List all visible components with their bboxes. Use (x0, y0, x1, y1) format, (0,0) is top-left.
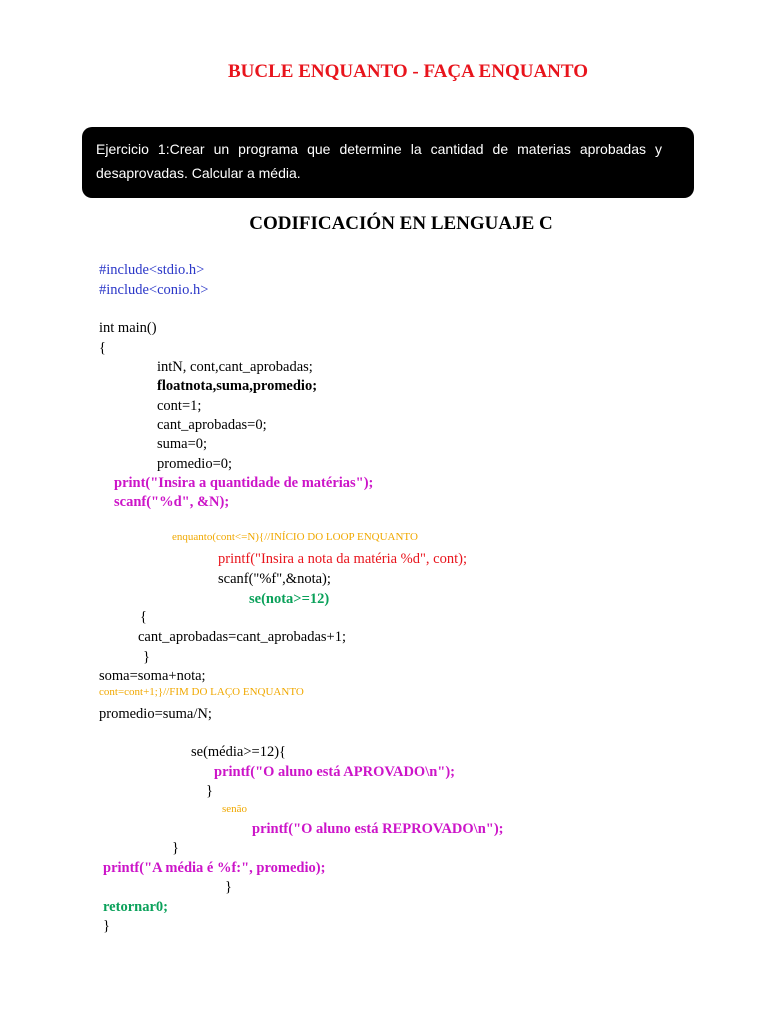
code-line-print-quantidade: print("Insira a quantidade de matérias"); (114, 475, 374, 491)
code-line-scanf-nota: scanf("%f",&nota); (218, 571, 331, 587)
code-line-retornar: retornar0; (103, 899, 168, 915)
document-title: BUCLE ENQUANTO - FAÇA ENQUANTO (228, 61, 588, 82)
code-line-main: int main() (99, 320, 157, 336)
code-line-cant-incr: cant_aprobadas=cant_aprobadas+1; (138, 629, 346, 645)
code-line-brace-open2: { (140, 609, 147, 625)
code-line-brace-close3: } (206, 783, 213, 799)
code-line-printf-aprovado: printf("O aluno está APROVADO\n"); (214, 764, 455, 780)
code-line-else: senão (222, 803, 248, 815)
code-line-include-conio: #include<conio.h> (99, 282, 209, 298)
code-line-if-nota: se(nota>=12) (249, 591, 330, 607)
code-line-loop-start: enquanto(cont<=N){//INÍCIO DO LOOP ENQUANTO (172, 531, 418, 543)
code-line-brace-close5: } (225, 879, 232, 895)
code-line-cant-init: cant_aprobadas=0; (157, 417, 267, 433)
exercise-text: Ejercicio 1:Crear un programa que determine la cantidad de materias aprobadas y desaprovadas. Calcular a média. (96, 141, 662, 181)
code-line-promedio-init: promedio=0; (157, 456, 233, 472)
code-line-brace-close2: } (143, 649, 150, 665)
code-line-if-media: se(média>=12){ (191, 744, 286, 760)
code-line-suma-init: suma=0; (157, 436, 208, 452)
code-line-cont-init: cont=1; (157, 398, 202, 414)
code-line-brace-close-main: } (103, 918, 110, 934)
code-line-scanf-n: scanf("%d", &N); (114, 494, 230, 510)
code-line-brace-open: { (99, 340, 106, 356)
code-line-printf-nota: printf("Insira a nota da matéria %d", cont); (218, 551, 467, 567)
code-line-loop-end: cont=cont+1;}//FIM DO LAÇO ENQUANTO (99, 686, 304, 698)
code-line-decl-int: intN, cont,cant_aprobadas; (157, 359, 313, 375)
code-line-promedio-calc: promedio=suma/N; (99, 706, 212, 722)
code-line-printf-media: printf("A média é %f:", promedio); (103, 860, 326, 876)
exercise-box (82, 127, 694, 198)
code-line-soma: soma=soma+nota; (99, 668, 206, 684)
code-line-include-stdio: #include<stdio.h> (99, 262, 205, 278)
code-line-printf-reprovado: printf("O aluno está REPROVADO\n"); (252, 821, 504, 837)
code-line-brace-close4: } (172, 840, 179, 856)
code-line-decl-float: floatnota,suma,promedio; (157, 378, 318, 394)
section-subtitle: CODIFICACIÓN EN LENGUAJE C (249, 213, 553, 234)
